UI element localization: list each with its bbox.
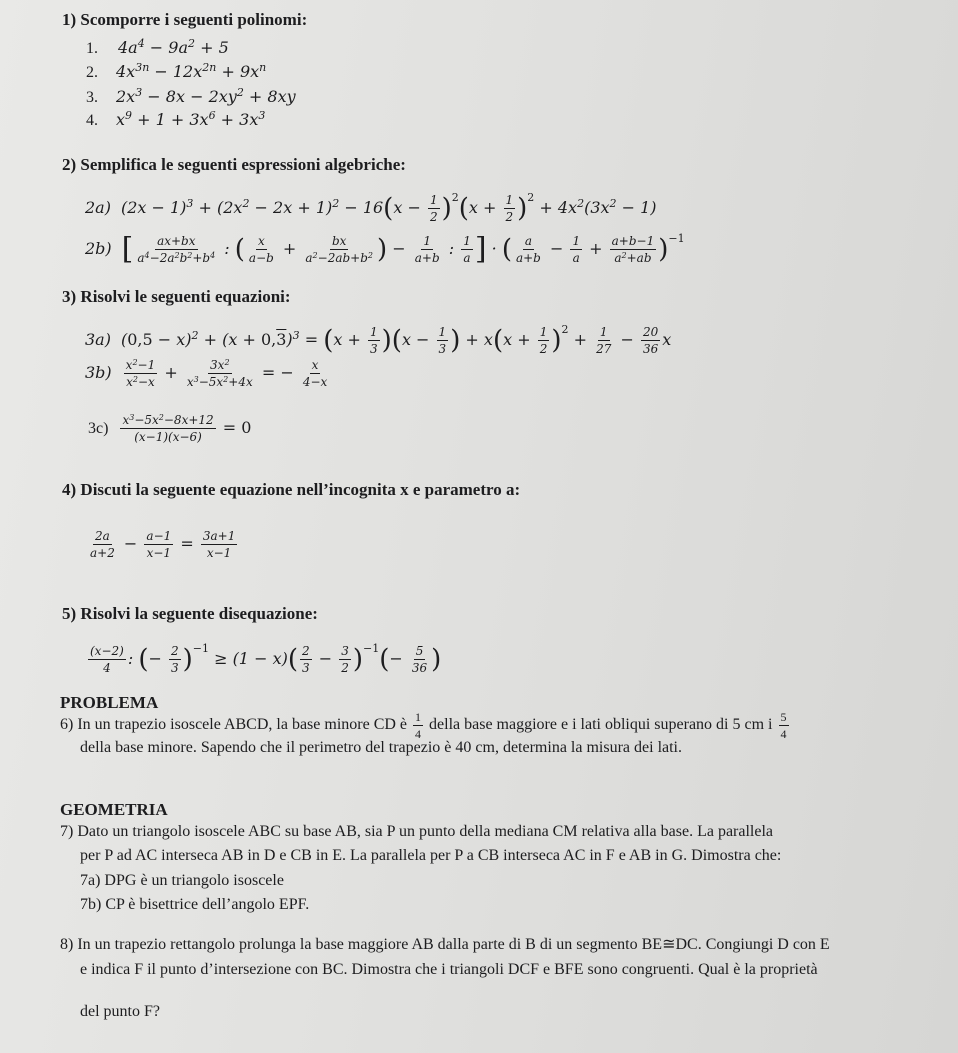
s1-polynomial-2: $4x^{3n} - 12x^{2n} + 9x^n$ [116, 61, 267, 81]
s1-item-2: 2. $4x^{3n} - 12x^{2n} + 9x^n$ [86, 61, 267, 81]
s1-item-3: 3. $2x^3 - 8x - 2xy^2 + 8xy$ [86, 86, 296, 106]
problem-8-line-3: del punto F? [80, 1003, 160, 1020]
problem-8-line-2: e indica F il punto d’intersezione con BC. Dimostra che i triangoli DCF e BFE sono congruenti. Qual è la proprietà [80, 961, 818, 978]
problem-7-line-2: per P ad AC interseca AB in D e CB in E. La parallela per P a CB interseca AC in F e AB in G. Dimostra che: [80, 847, 782, 864]
section-1-title: 1) Scomporre i seguenti polinomi: [62, 10, 308, 29]
section-4-title: 4) Discuti la seguente equazione nell’incognita x e parametro a: [62, 480, 521, 499]
problem-6-line-1: 6) In un trapezio isoscele ABCD, la base minore CD è $\frac{1}{4}$ della base maggiore e i lati obliqui superano di 5 cm i $\frac{5}{4}$ [60, 710, 787, 741]
geometria-heading: GEOMETRIA [60, 800, 168, 819]
s4-equation: $\frac{2a}{a+2}$ − $\frac{a-1}{x-1}$ = $\frac{3a+1}{x-1}$ [90, 529, 236, 560]
s5-inequality: $\frac{(x-2)}{4}$ : (− $\frac{2}{3}$ )$^{-1}$ ≥ (1 − x)( $\frac{2}{3}$ − $\frac{3}{2}$ )$^{-1}$(− $\frac{5}{36}$ ) [90, 642, 442, 675]
problem-7a: 7a) DPG è un triangolo isoscele [80, 872, 284, 889]
problem-8-line-1: 8) In un trapezio rettangolo prolunga la base maggiore AB dalla parte di B di un segmento BE≅DC. Congiungi D con E [60, 936, 830, 953]
s1-polynomial-3: $2x^3 - 8x - 2xy^2 + 8xy$ [116, 86, 296, 106]
problema-heading: PROBLEMA [60, 693, 159, 712]
s1-polynomial-1: $4a^4 - 9a^2 + 5$ [118, 37, 229, 57]
s1-item-4: 4. $x^9 + 1 + 3x^6 + 3x^3$ [86, 109, 266, 129]
section-2-title: 2) Semplifica le seguenti espressioni algebriche: [62, 155, 406, 174]
s1-item-1: 1. $4a^4 - 9a^2 + 5$ [86, 37, 229, 57]
section-5-title: 5) Risolvi la seguente disequazione: [62, 604, 318, 623]
s3a-equation: 3a) $(0,5 - x)^2 + (x + 0,3)^3 = (x$ + $\frac{1}{3}$ )(x − $\frac{1}{3}$ ) + x(x + $\frac{1}{2}$ )$^2$ + $\frac{1}{27}$ − $\frac{20}{36}$ x [85, 323, 672, 356]
problem-6-line-2: della base minore. Sapendo che il perimetro del trapezio è 40 cm, determina la misura dei lati. [80, 739, 682, 756]
s2a-expression: 2a) $(2x - 1)^3 + (2x^2 - 2x + 1)^2 - 16(x$ − $\frac{1}{2}$ )$^2$(x + $\frac{1}{2}$ )$^2 + 4x^2(3x^2 - 1)$ [85, 191, 657, 224]
problem-7b: 7b) CP è bisettrice dell’angolo EPF. [80, 896, 310, 913]
s2b-expression: 2b) [ $\frac{ax+bx}{a^4-2a^2b^2+b^4}$ : ( $\frac{x}{a-b}$ + $\frac{bx}{a^2-2ab+b^2}$ ) − $\frac{1}{a+b}$ : $\frac{1}{a}$ ] · ( $\frac{a}{a+b}$ − $\frac{1}{a}$ + $\frac{a+b-1}{a^2+ab}$ )$^{-1}$ [85, 231, 685, 267]
s1-polynomial-4: $x^9 + 1 + 3x^6 + 3x^3$ [116, 109, 266, 129]
problem-7-line-1: 7) Dato un triangolo isoscele ABC su base AB, sia P un punto della mediana CM relativa alla base. La parallela [60, 823, 774, 840]
section-3-title: 3) Risolvi le seguenti equazioni: [62, 287, 291, 306]
s3b-equation: 3b) $\frac{x^2-1}{x^2-x}$ + $\frac{3x^2}{x^3-5x^2+4x}$ = − $\frac{x}{4-x}$ [85, 358, 328, 389]
s3c-equation: 3c) $\frac{x^3-5x^2-8x+12}{(x-1)(x-6)}$ = 0 [88, 413, 252, 444]
